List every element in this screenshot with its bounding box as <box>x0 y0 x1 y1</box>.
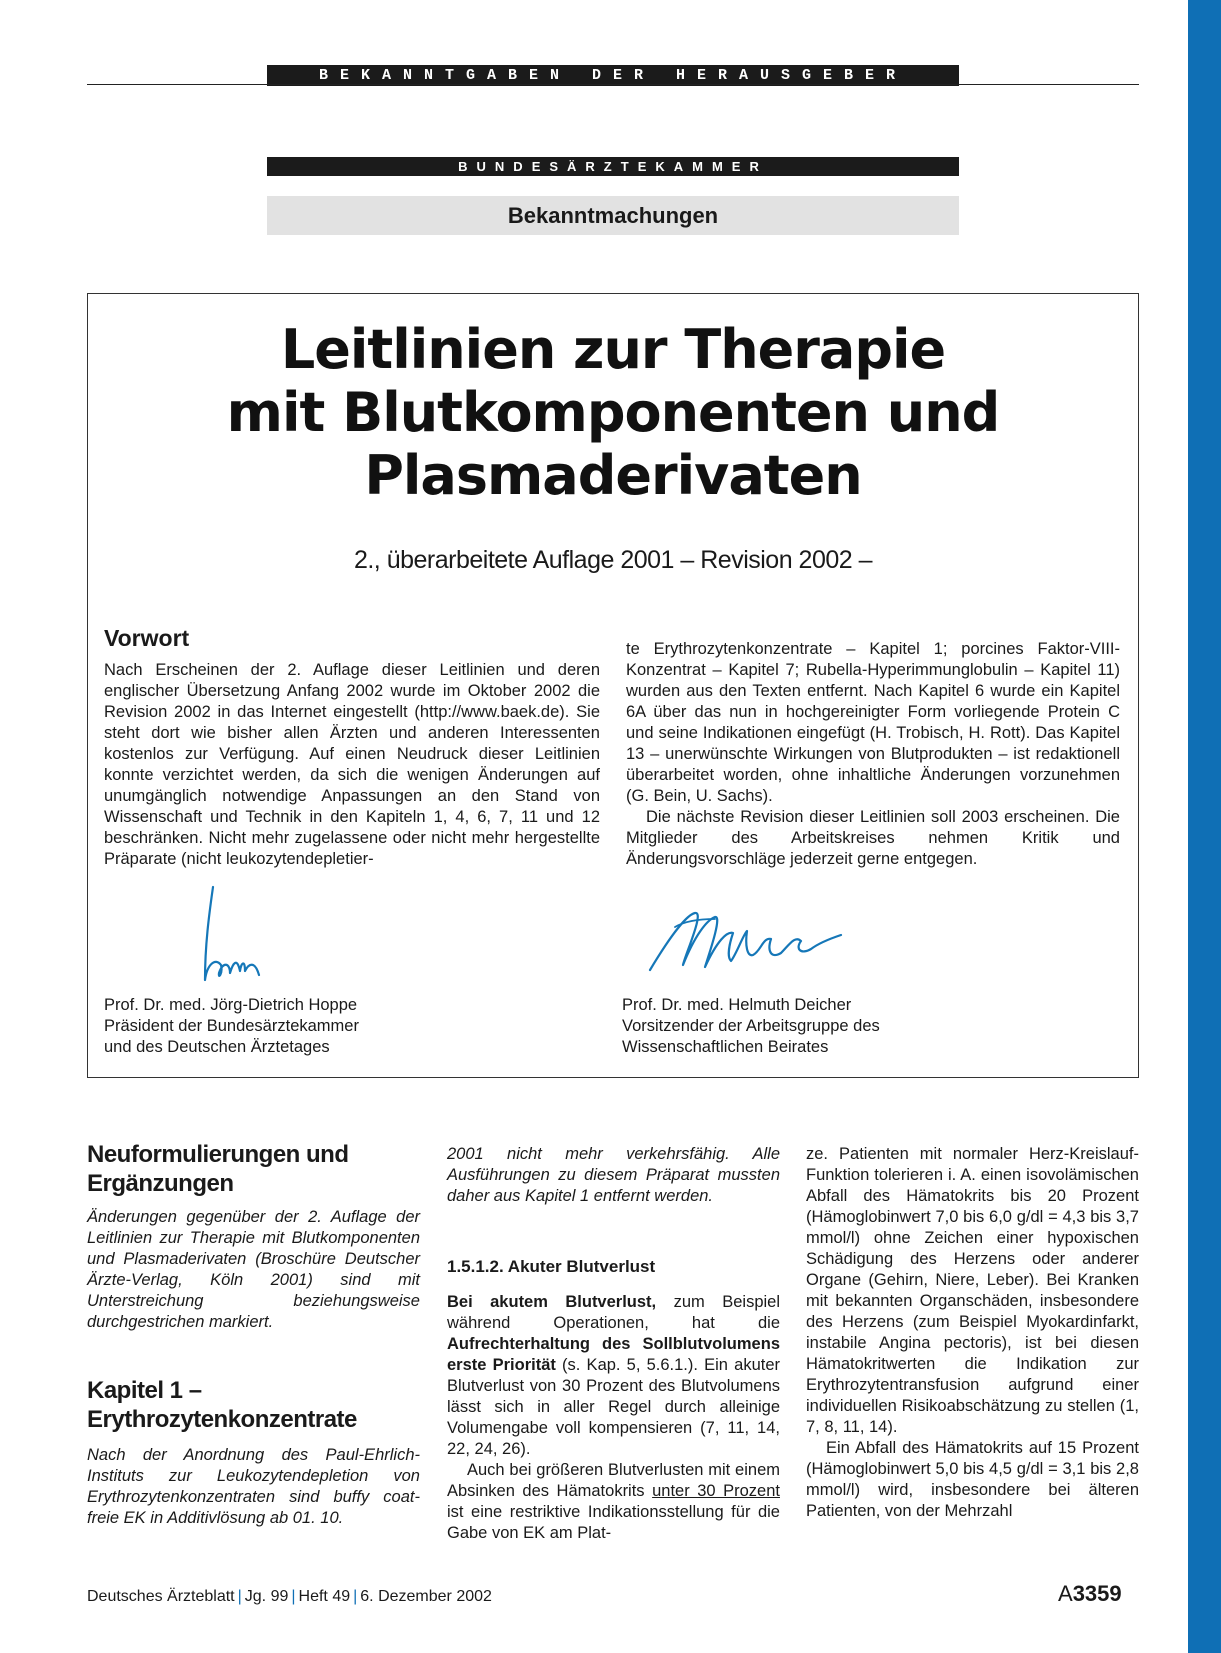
page-number-value: 3359 <box>1072 1581 1122 1606</box>
kapitel-1-heading <box>87 1376 420 1434</box>
kapitel-1-paragraph: Nach der Anordnung des Paul-Ehrlich-Instituts zur Leukozytendepletion von Erythrozytenkonzentraten sind buffy coat-freie EK in Additivlösung ab 01. 10. <box>87 1446 420 1527</box>
column-3-paragraph-2: Ein Abfall des Hämatokrits auf 15 Prozent (Hämoglobinwert 5,0 bis 4,5 g/dl = 3,1 bis 2,8 mmol/l) wird, insbesondere bei älteren Patienten, von der Mehrzahl <box>806 1439 1139 1520</box>
section-bar: BUNDESÄRZTEKAMMER <box>267 157 959 176</box>
column-3-paragraph-1: ze. Patienten mit normaler Herz-Kreislauf-Funktion tolerieren i. A. einen isovolämischen Abfall des Hämatokrits bis 20 Prozent (Hämoglobinwert 7,0 bis 6,0 g/dl = 4,3 bis 3,7 mmol/l) ohne Zeichen einer hypoxischen Schädigung des Herzens oder anderer Organe (Gehirn, Niere, Leber). Bei Kranken mit bekannten Organschäden, insbesondere des Herzens (zum Beispiel Myokardinfarkt, instabile Angina pectoris), ist bei diesen Hämatokritwerten die Indikation zur Erythrozytentransfusion aufgrund einer individuellen Risikoabschätzung zu stellen (1, 7, 8, 11, 14). <box>806 1145 1139 1436</box>
underlined-change: unter 30 Prozent <box>652 1482 780 1500</box>
page-number <box>1058 1581 1122 1607</box>
bold-emphasis: Aufrechterhaltung des Sollblutvolumens erste Priorität <box>447 1335 780 1374</box>
vorwort-column-1 <box>104 660 600 870</box>
vorwort-paragraph-3: Die nächste Revision dieser Leitlinien soll 2003 erscheinen. Die Mitglieder des Arbeitskreises nehmen Kritik und Änderungsvorschläge jederzeit gerne entgegen. <box>626 808 1120 868</box>
title-line-2: mit Blutkomponenten und <box>226 381 1000 444</box>
footer-journal: Deutsches Ärzteblatt <box>87 1588 235 1605</box>
text-span: Auch bei größeren Blutverlusten mit einem Absinken des Hämatokrits <box>447 1461 780 1500</box>
column-2-italic <box>447 1144 780 1207</box>
signature-deicher <box>645 905 845 975</box>
footer-citation: Deutsches Ärzteblatt | Jg. 99 | Heft 49 | 6. Dezember 2002 <box>87 1588 492 1605</box>
header-rule <box>87 84 1139 85</box>
text-span: ist eine restriktive Indikationsstellung für die Gabe von EK am Plat- <box>447 1503 780 1542</box>
bold-lead: Bei akutem Blutverlust, <box>447 1293 657 1311</box>
blue-sidebar <box>1188 0 1221 1653</box>
neuformulierungen-heading-line-2: Ergänzungen <box>87 1170 234 1197</box>
neuformulierungen-heading <box>87 1140 417 1198</box>
title-line-1: Leitlinien zur Therapie <box>280 318 946 381</box>
kapitel-1-heading-line-1: Kapitel 1 – <box>87 1377 202 1404</box>
neuformulierungen-paragraph: Änderungen gegenüber der 2. Auflage der Leitlinien zur Therapie mit Blutkomponenten und Plasmaderivaten (Broschüre Deutscher Ärzte-Verlag, Köln 2001) sind mit Unterstreichung beziehungsweise durchgestrichen markiert. <box>87 1208 420 1331</box>
column-2-italic-paragraph: 2001 nicht mehr verkehrsfähig. Alle Ausführungen zu diesem Präparat mussten daher aus Kapitel 1 entfernt werden. <box>447 1145 780 1205</box>
column-2-body <box>447 1292 780 1544</box>
footer-date: 6. Dezember 2002 <box>360 1588 492 1605</box>
column-3-body <box>806 1144 1139 1522</box>
page-prefix: A <box>1058 1581 1073 1606</box>
signature-right-name: Prof. Dr. med. Helmuth Deicher <box>622 996 852 1014</box>
signature-hoppe <box>185 885 285 990</box>
topbar-banner: BEKANNTGABEN DER HERAUSGEBER <box>267 65 959 86</box>
footer-volume: Jg. 99 <box>244 1588 289 1605</box>
vorwort-column-2 <box>626 639 1120 870</box>
signature-right-role-2: Wissenschaftlichen Beirates <box>622 1038 829 1056</box>
neuformulierungen-text <box>87 1207 420 1333</box>
text-span: zum Beispiel während Operationen, hat die <box>447 1293 781 1332</box>
signature-left-name: Prof. Dr. med. Jörg-Dietrich Hoppe <box>104 996 358 1014</box>
vorwort-paragraph-2: te Erythrozytenkonzentrate – Kapitel 1; porcines Faktor-VIII-Konzentrat – Kapitel 7; Rubella-Hyperimmunglobulin – Kapitel 11) wurden aus den Texten entfernt. Nach Kapitel 6 wurde ein Kapitel 6A über das nun in hochgereinigter Form vorliegende Protein C und seine Indikationen eingefügt (H. Trobisch, H. Rott). Das Kapitel 13 – unerwünschte Wirkungen von Blutprodukten – ist redaktionell überarbeitet worden, ohne inhaltliche Änderungen vorzunehmen (G. Bein, U. Sachs). <box>626 640 1120 805</box>
neuformulierungen-heading-line-1: Neuformulierungen und <box>87 1141 349 1168</box>
akuter-blutverlust-paragraph <box>447 1292 780 1460</box>
kapitel-1-heading-line-2: Erythrozytenkonzentrate <box>87 1406 357 1433</box>
signature-left-role-2: und des Deutschen Ärztetages <box>104 1038 330 1056</box>
text-span: (s. Kap. 5, 5.6.1.). Ein akuter Blutverlust von 30 Prozent des Blutvolumens lässt sich in aller Regel durch alleinige Volumengabe voll kompensieren (7, 11, 14, 22, 24, 26). <box>447 1356 781 1458</box>
vorwort-heading: Vorwort <box>104 625 190 651</box>
section-label: Bekanntmachungen <box>267 196 959 235</box>
signature-left-block <box>104 995 359 1058</box>
vorwort-paragraph-1: Nach Erscheinen der 2. Auflage dieser Leitlinien und deren englischer Übersetzung Anfang 2002 wurde im Oktober 2002 die Revision 2002 in das Internet eingestellt (http://www.baek.de). Sie steht dort wie bisher allen Ärzten und anderen Interessenten kostenlos zur Verfügung. Auf einen Neudruck dieser Leitlinien konnte verzichtet werden, da sich die wenigen Änderungen auf unumgänglich notwendige Anpassungen an den Stand von Wissenschaft und Technik in den Kapiteln 1, 4, 6, 7, 11 und 12 beschränken. Nicht mehr zugelassene oder nicht mehr hergestellte Präparate (nicht leukozytendepletier- <box>104 661 600 868</box>
blutverlust-paragraph-2 <box>447 1460 780 1544</box>
kapitel-1-text <box>87 1445 420 1529</box>
title-line-3: Plasmaderivaten <box>364 444 862 507</box>
page-title <box>87 318 1139 507</box>
signature-right-role: Vorsitzender der Arbeitsgruppe des <box>622 1017 880 1035</box>
akuter-blutverlust-heading: 1.5.1.2. Akuter Blutverlust <box>447 1257 656 1276</box>
signature-right-block <box>622 995 880 1058</box>
signature-left-role: Präsident der Bundesärztekammer <box>104 1017 359 1035</box>
page-subtitle: 2., überarbeitete Auflage 2001 – Revision 2002 – <box>353 546 873 574</box>
footer-issue: Heft 49 <box>298 1588 351 1605</box>
